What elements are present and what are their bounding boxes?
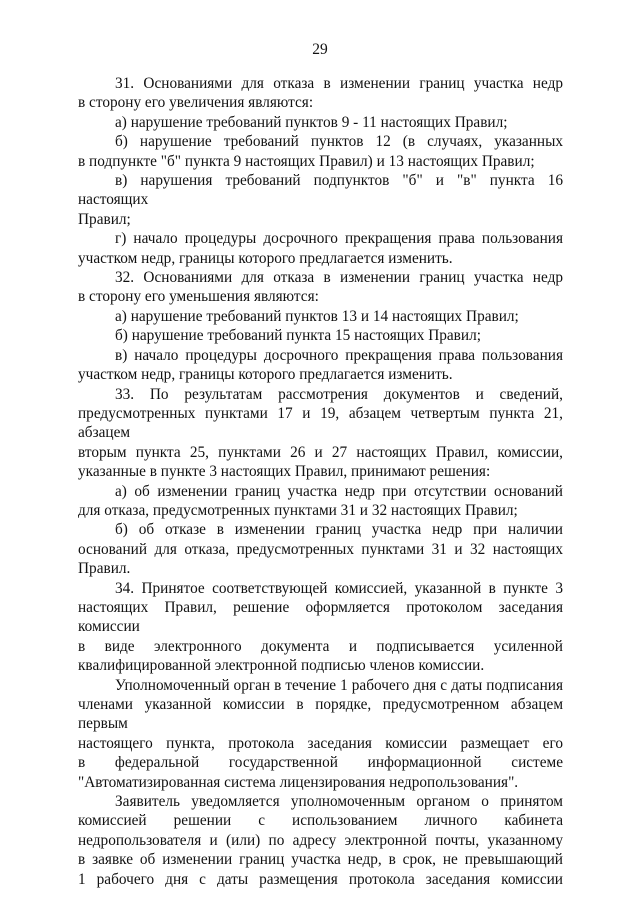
text-line: в подпункте "б" пункта 9 настоящих Правил) и 13 настоящих Правил; [78,152,535,170]
text-line: 34. Принятое соответствующей комиссией, указанной в пункте 3 [115,579,563,597]
text-line: б) нарушение требований пунктов 12 (в случаях, указанных [115,133,563,151]
text-line: для отказа, предусмотренных пунктами 31 и 32 настоящих Правил; [78,501,518,519]
text-line: в) нарушения требований подпунктов "б" и "в" пункта 16 настоящих [78,172,563,209]
text-line: 1 рабочего дня с даты размещения протокола заседания комиссии [78,870,563,888]
text-line: в федеральной государственной информационной системе [78,754,563,772]
text-line: участком недр, границы которого предлагается изменить. [78,366,453,384]
text-line: а) нарушение требований пунктов 9 - 11 настоящих Правил; [115,113,508,131]
text-line: а) нарушение требований пунктов 13 и 14 настоящих Правил; [115,307,519,325]
text-line: Правил; [78,210,131,228]
text-line: Правил. [78,560,131,578]
text-line: участком недр, границы которого предлагается изменить. [78,249,453,267]
text-line: настоящих Правил, решение оформляется протоколом заседания комиссии [78,598,563,636]
page-number: 29 [312,41,328,58]
text-line: 31. Основаниями для отказа в изменении границ участка недр [115,75,563,92]
text-line: комиссией решении с использованием личного кабинета [78,812,563,830]
text-line: а) об изменении границ участка недр при отсутствии оснований [115,482,563,500]
text-line: "Автоматизированная система лицензирования недропользования". [78,773,519,791]
text-line: настоящего пункта, протокола заседания комиссии размещает его [78,734,563,752]
text-line: предусмотренных пунктами 17 и 19, абзацем четвертым пункта 21, абзацем [78,404,563,442]
text-line: оснований для отказа, предусмотренных пунктами 31 и 32 настоящих [78,540,563,558]
text-line: Уполномоченный орган в течение 1 рабочего дня с даты подписания [115,676,563,694]
text-line: членами указанной комиссии в порядке, предусмотренном абзацем первым [78,696,563,733]
text-line: в заявке об изменении границ участка недр, в срок, не превышающий [78,851,563,869]
text-line: 32. Основаниями для отказа в изменении границ участка недр [115,269,563,287]
text-line: в сторону его уменьшения являются: [78,288,319,306]
text-line: указанные в пункте 3 настоящих Правил, принимают решения: [78,463,491,481]
text-line: 33. По результатам рассмотрения документов и сведений, [115,385,563,403]
text-line: квалифицированной электронной подписью членов комиссии. [78,657,485,675]
text-line: недропользователя и (или) по адресу электронной почты, указанному [78,831,563,849]
text-line: вторым пункта 25, пунктами 26 и 27 настоящих Правил, комиссии, [78,443,563,461]
text-line: г) начало процедуры досрочного прекращения права пользования [115,230,563,248]
document-body [78,74,563,889]
text-line: Заявитель уведомляется уполномоченным органом о принятом [115,793,563,811]
text-line: б) об отказе в изменении границ участка недр при наличии [115,521,563,539]
text-line: в виде электронного документа и подписывается усиленной [78,637,563,655]
text-line: б) нарушение требований пункта 15 настоящих Правил; [115,327,481,345]
text-line: в сторону его увеличения являются: [78,94,314,112]
text-line: в) начало процедуры досрочного прекращения права пользования [115,346,563,364]
